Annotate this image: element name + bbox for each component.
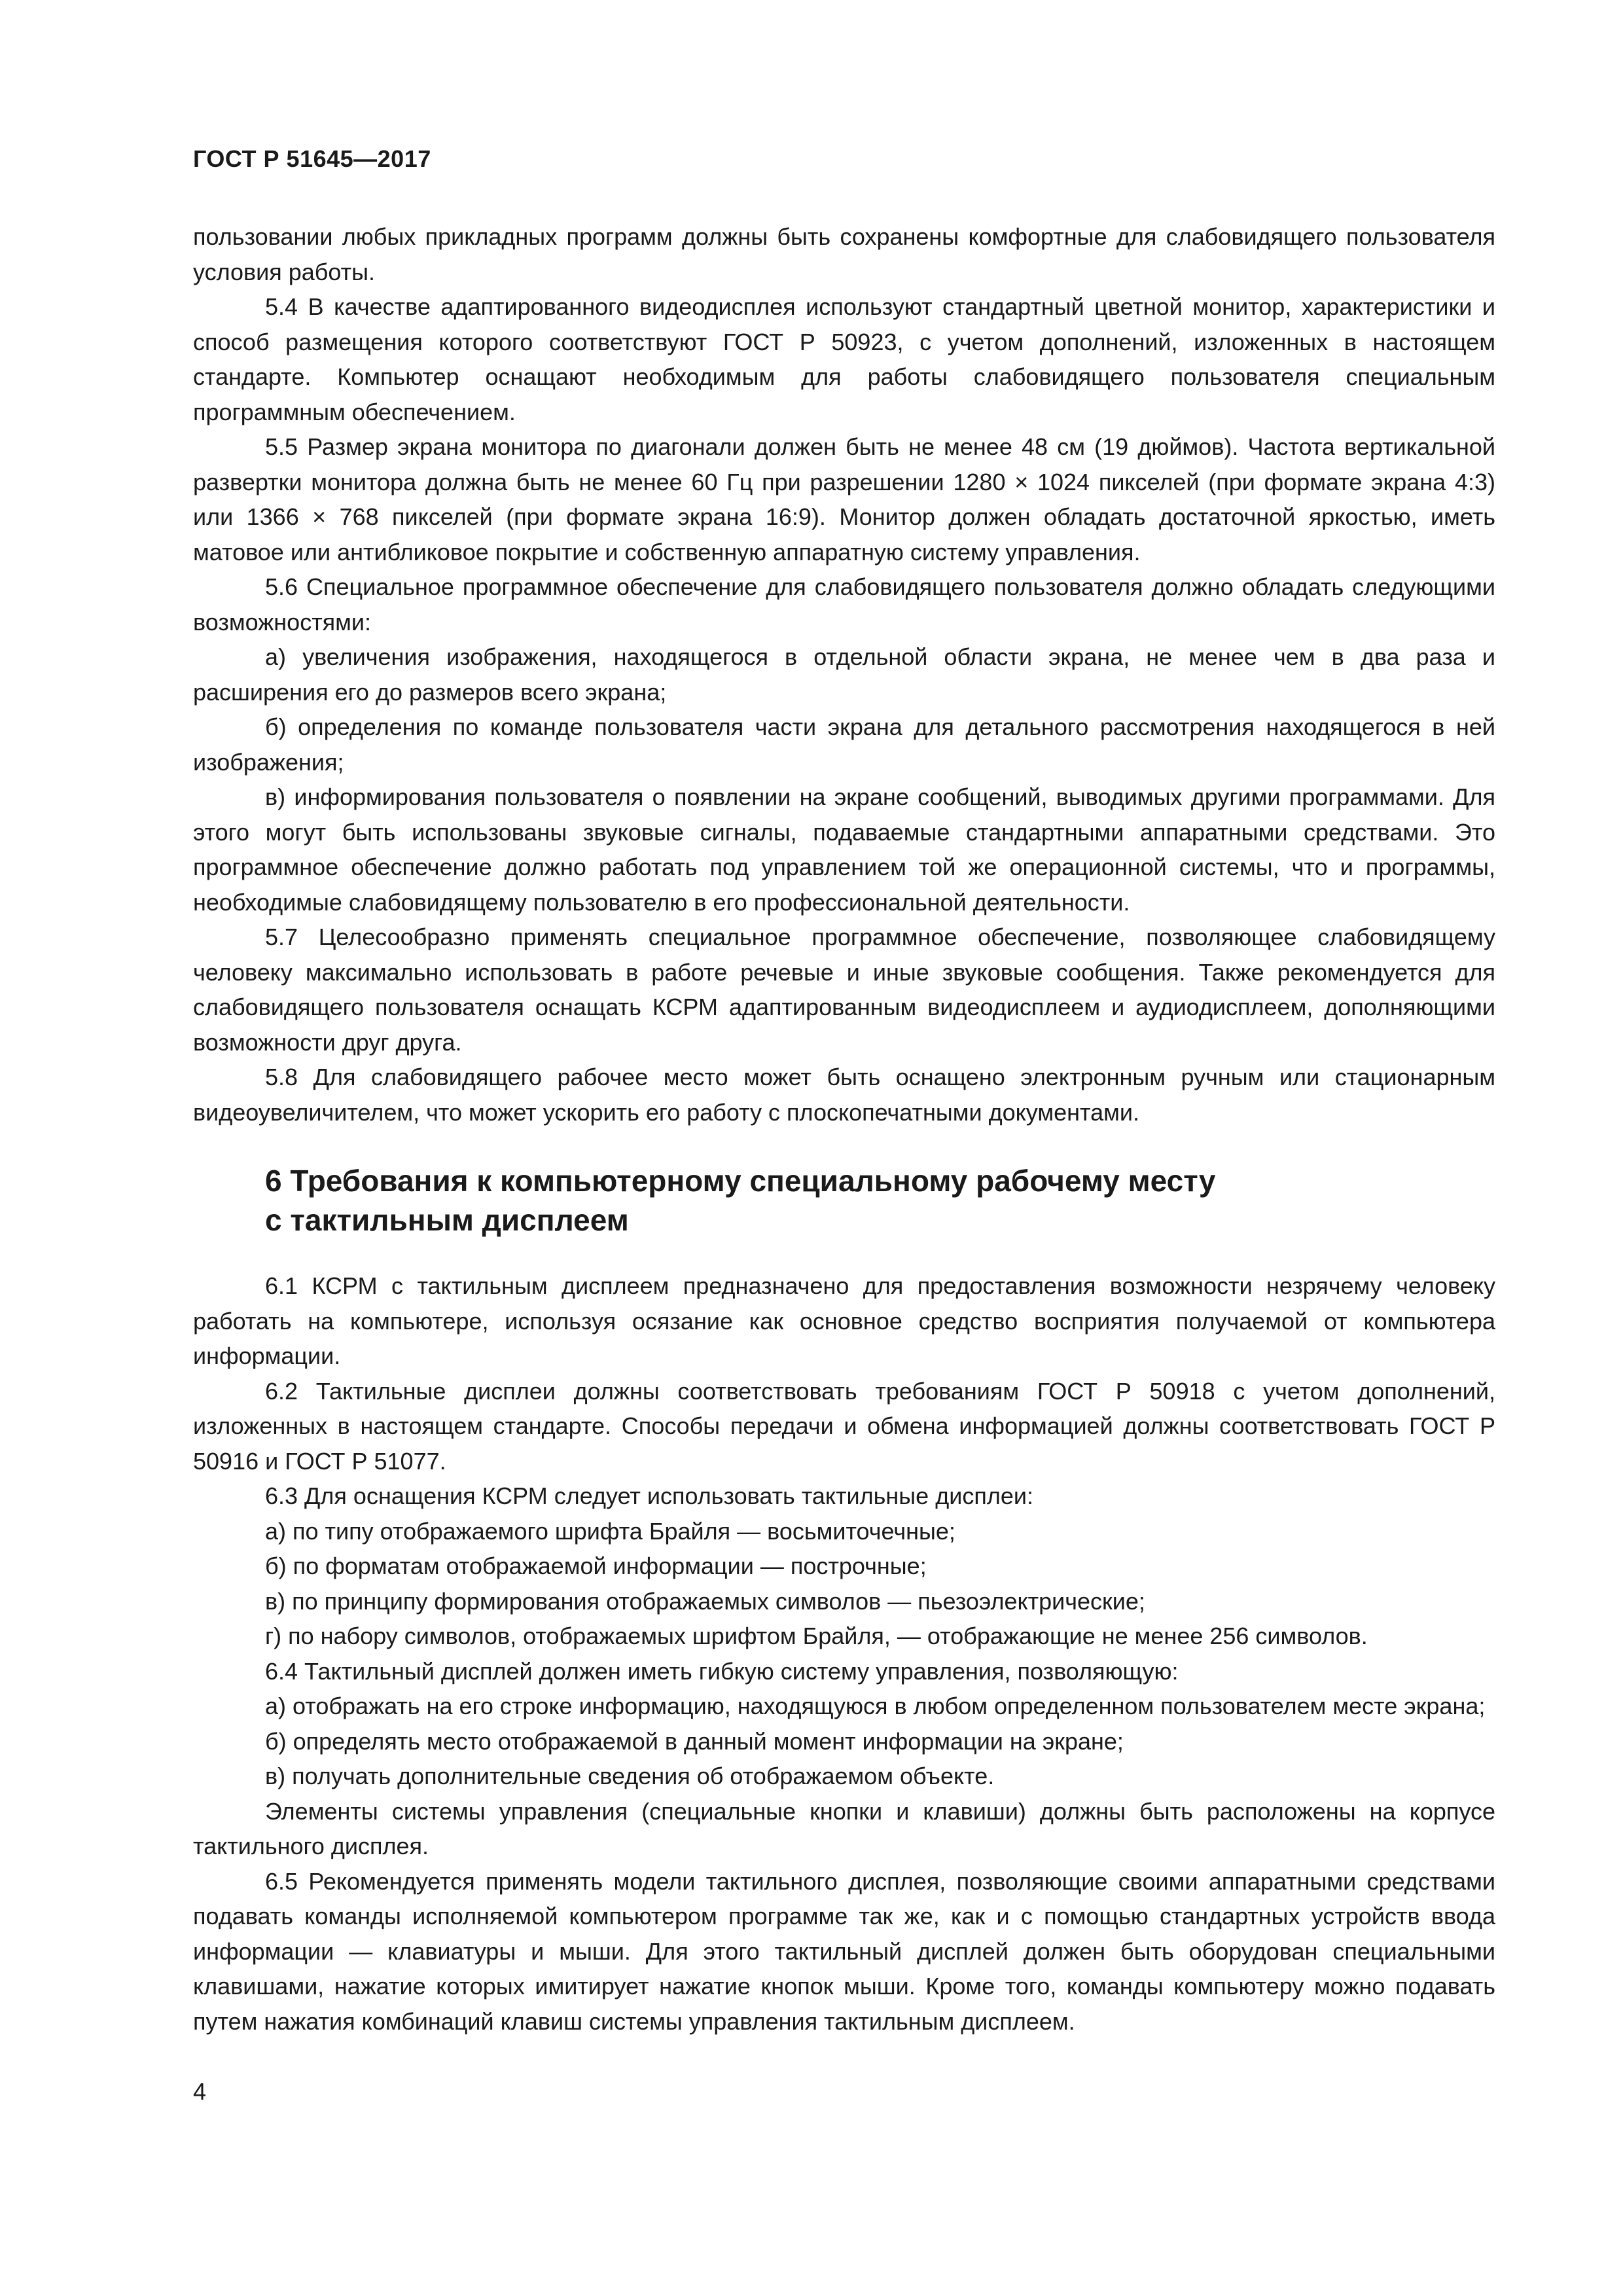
paragraph-5-8: 5.8 Для слабовидящего рабочее место может быть оснащено электронным ручным или стационарным видеоувеличителем, что может ускорить его работу с плоскопечатными документами. — [193, 1064, 1495, 1126]
list-item-5-6-c: в) информирования пользователя о появлении на экране сообщений, выводимых другими программами. Для этого могут быть использованы звуковые сигналы, подаваемые стандартными аппаратными средствами. Это программное обеспечение должно работать под управлением той же операционной системы, что и программы, необходимые слабовидящему пользователю в его профессиональной деятельности. — [193, 783, 1495, 916]
paragraph-5-5: 5.5 Размер экрана монитора по диагонали должен быть не менее 48 см (19 дюймов). Частота вертикальной развертки монитора должна быть не менее 60 Гц при разрешении 1280 × 1024 пикселей (при формате экрана 4:3) или 1366 × 768 пикселей (при формате экрана 16:9). Монитор должен обладать достаточной яркостью, иметь матовое или антибликовое покрытие и собственную аппаратную систему управления. — [193, 433, 1495, 565]
list-item-6-3-c: в) по принципу формирования отображаемых символов — пьезоэлектрические; — [265, 1587, 1145, 1615]
list-item-6-4-c: в) получать дополнительные сведения об отображаемом объекте. — [265, 1763, 995, 1789]
paragraph-6-1: 6.1 КСРМ с тактильным дисплеем предназначено для предоставления возможности незрячему человеку работать на компьютере, используя осязание как основное средство восприятия получаемой от компьютера информации. — [193, 1272, 1495, 1369]
list-item-6-4-b: б) определять место отображаемой в данный момент информации на экране; — [265, 1727, 1124, 1755]
paragraph-6-2: 6.2 Тактильные дисплеи должны соответствовать требованиям ГОСТ Р 50918 с учетом дополнений, изложенных в настоящем стандарте. Способы передачи и обмена информацией должны соответствовать ГОСТ Р 50916 и ГОСТ Р 51077. — [193, 1377, 1495, 1475]
section-6-title-line1: 6 Требования к компьютерному специальному рабочему месту — [265, 1164, 1216, 1198]
paragraph-5-7: 5.7 Целесообразно применять специальное программное обеспечение, позволяющее слабовидящему человеку максимально использовать в работе речевые и иные звуковые сообщения. Также рекомендуется для слабовидящего пользователя оснащать КСРМ адаптированным видеодисплеем и аудиодисплеем, дополняющими возможности друг друга. — [193, 924, 1495, 1056]
list-item-6-3-b: б) по форматам отображаемой информации — построчные; — [265, 1552, 927, 1579]
paragraph-6-4-note: Элементы системы управления (специальные кнопки и клавиши) должны быть расположены на корпусе тактильного дисплея. — [193, 1797, 1495, 1859]
list-item-6-3-d: г) по набору символов, отображаемых шрифтом Брайля, — отображающие не менее 256 символов. — [265, 1623, 1368, 1649]
paragraph-6-4: 6.4 Тактильный дисплей должен иметь гибкую систему управления, позволяющую: — [265, 1657, 1179, 1685]
document-code-header: ГОСТ Р 51645—2017 — [193, 145, 431, 172]
section-6-title-line2: с тактильным дисплеем — [265, 1203, 629, 1237]
paragraph-6-5: 6.5 Рекомендуется применять модели тактильного дисплея, позволяющие своими аппаратными средствами подавать команды исполняемой компьютером программе так же, как и с помощью стандартных устройств ввода информации — клавиатуры и мыши. Для этого тактильный дисплей должен быть оборудован специальными клавишами, нажатие которых имитирует нажатие кнопок мыши. Кроме того, команды компьютеру можно подавать путем нажатия комбинаций клавиш системы управления тактильным дисплеем. — [193, 1867, 1495, 2035]
list-item-6-3-a: а) по типу отображаемого шрифта Брайля — восьмиточечные; — [265, 1517, 955, 1545]
paragraph-continuation: пользовании любых прикладных программ должны быть сохранены комфортные для слабовидящего пользователя условия работы. — [193, 223, 1495, 285]
document-page — [193, 0, 1495, 2296]
list-item-5-6-a: а) увеличения изображения, находящегося в отдельной области экрана, не менее чем в два раза и расширения его до размеров всего экрана; — [193, 643, 1495, 706]
list-item-6-4-a: а) отображать на его строке информацию, находящуюся в любом определенном пользователем месте экрана; — [265, 1693, 1486, 1719]
document-body — [193, 219, 1495, 2039]
paragraph-6-3: 6.3 Для оснащения КСРМ следует использовать тактильные дисплеи: — [265, 1482, 1033, 1509]
paragraph-5-4: 5.4 В качестве адаптированного видеодисплея используют стандартный цветной монитор, характеристики и способ размещения которого соответствуют ГОСТ Р 50923, с учетом дополнений, изложенных в настоящем стандарте. Компьютер оснащают необходимым для работы слабовидящего пользователя специальным программным обеспечением. — [193, 293, 1495, 425]
page-number: 4 — [193, 2078, 207, 2105]
paragraph-5-6: 5.6 Специальное программное обеспечение для слабовидящего пользователя должно обладать следующими возможностями: — [193, 573, 1495, 636]
section-6-title — [265, 1161, 1495, 1240]
list-item-5-6-b: б) определения по команде пользователя части экрана для детального рассмотрения находящегося в ней изображения; — [193, 713, 1495, 776]
